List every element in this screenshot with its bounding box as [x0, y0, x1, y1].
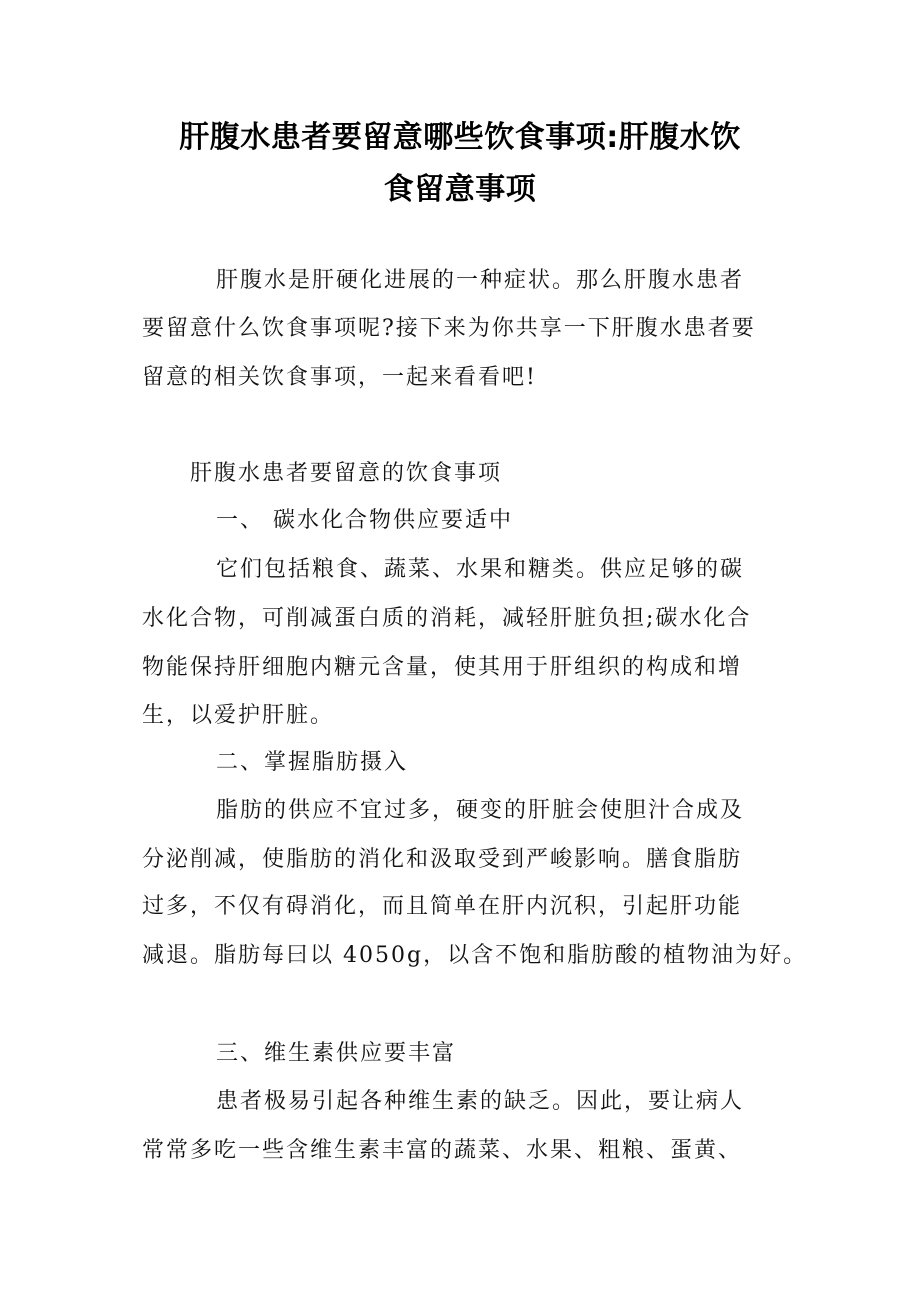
item-3-line-2: 常常多吃一些含维生素丰富的蔬菜、水果、粗粮、蛋黄、: [142, 1138, 743, 1163]
page-title: [120, 112, 800, 216]
section-heading: 肝腹水患者要留意的饮食事项: [190, 461, 503, 486]
item-3-line-1: 患者极易引起各种维生素的缺乏。因此，要让病人: [216, 1089, 745, 1114]
item-3-heading: 三、维生素供应要丰富: [216, 1041, 457, 1066]
intro-line-3: 留意的相关饮食事项，一起来看看吧!: [142, 365, 537, 390]
item-1-line-2: 水化合物，可削减蛋白质的消耗，减轻肝脏负担;碳水化合: [142, 606, 752, 631]
item-2-heading: 二、掌握脂肪摄入: [216, 750, 409, 775]
item-1-line-3: 物能保持肝细胞内糖元含量，使其用于肝组织的构成和增: [142, 655, 743, 680]
item-1-line-4: 生，以爱护肝脏。: [142, 703, 335, 728]
item-2-line-3: 过多，不仅有碍消化，而且简单在肝内沉积，引起肝功能: [142, 894, 743, 919]
item-1-line-1: 它们包括粮食、蔬菜、水果和糖类。供应足够的碳: [216, 557, 745, 582]
title-line-1: 肝腹水患者要留意哪些饮食事项:肝腹水饮: [179, 120, 741, 155]
title-line-2: 食留意事项: [383, 172, 537, 207]
intro-line-2: 要留意什么饮食事项呢?接下来为你共享一下肝腹水患者要: [142, 316, 756, 341]
item-2-line-2: 分泌削减，使脂肪的消化和汲取受到严峻影响。膳食脂肪: [142, 847, 743, 872]
item-2-line-4: 减退。脂肪每曰以 4050g，以含不饱和脂肪酸的植物油为好。: [142, 943, 808, 968]
item-2-line-1: 脂肪的供应不宜过多，硬变的肝脏会使胆汁合成及: [216, 798, 745, 823]
item-1-heading: 一、 碳水化合物供应要适中: [216, 508, 513, 533]
intro-line-1: 肝腹水是肝硬化进展的一种症状。那么肝腹水患者: [216, 268, 745, 293]
